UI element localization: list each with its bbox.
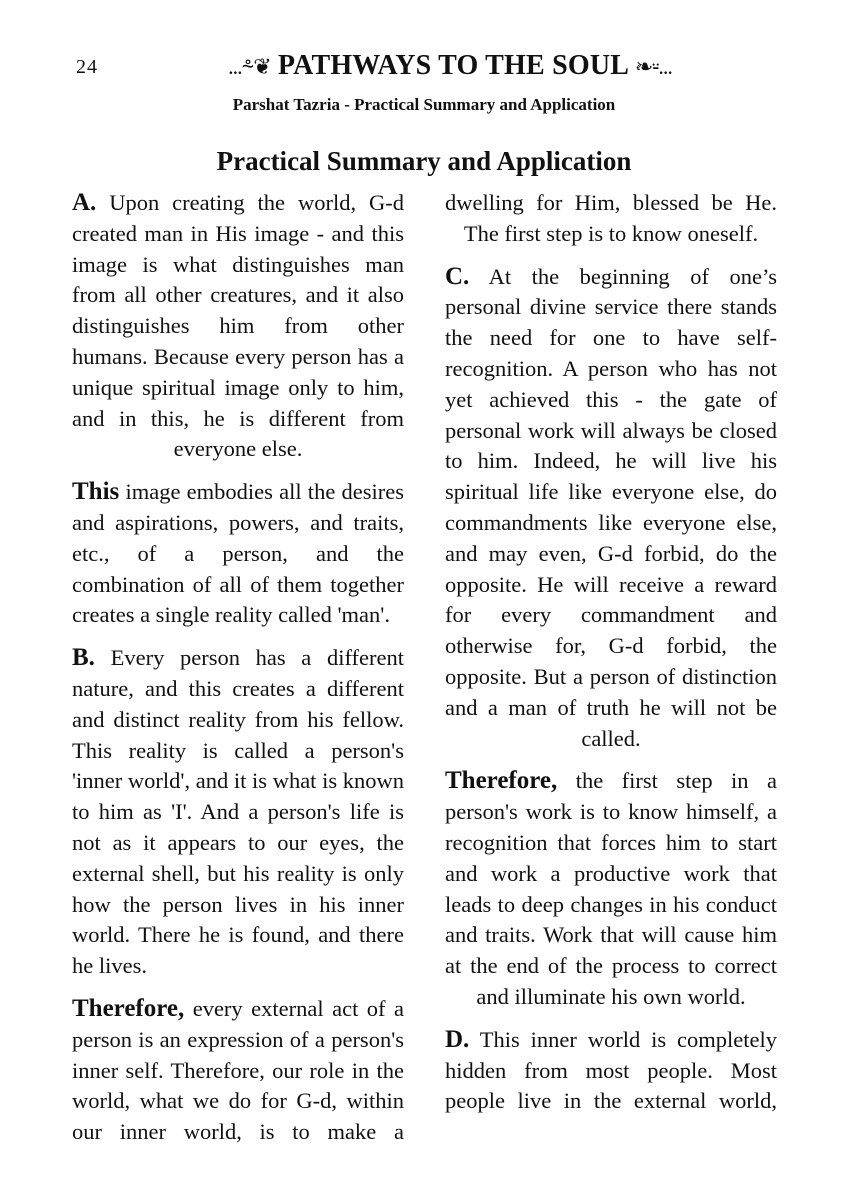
paragraph	[445, 1025, 777, 1117]
chapter-subtitle: Parshat Tazria - Practical Summary and Application	[232, 95, 616, 114]
paragraph-lead: Therefore,	[72, 994, 185, 1022]
paragraph	[72, 188, 404, 465]
ornament-right-icon: ❧⸚...	[634, 54, 672, 79]
paragraph-text: Upon creating the world, G-d created man in His image - and this image is what distinguishes man from all other creatures, and it also distinguishes him from other humans. Because every person has a unique spiritual image only to him, and in this, he is different from everyone else.	[72, 190, 404, 462]
paragraph	[445, 188, 777, 250]
paragraph-text: image embodies all the desires and aspirations, powers, and traits, etc., of a person, and the combination of all of them together creates a single reality called 'man'.	[72, 479, 404, 628]
section-title: Practical Summary and Application	[216, 146, 632, 176]
running-title	[130, 50, 770, 82]
paragraph	[445, 766, 777, 1012]
paragraph-lead: C.	[445, 262, 470, 290]
page-number: 24	[76, 56, 98, 78]
paragraph-lead: Therefore,	[445, 767, 558, 795]
paragraph	[445, 262, 777, 755]
paragraph-text: This inner world is completely hidden from most people. Most people live in the external world,	[445, 1026, 777, 1114]
paragraph-lead: B.	[72, 644, 95, 672]
paragraph	[72, 994, 404, 1148]
paragraph-lead: D.	[445, 1025, 470, 1053]
right-column	[445, 188, 777, 1129]
paragraph-text: dwelling for Him, blessed be He. The first step is to know oneself.	[445, 190, 777, 246]
page-header	[72, 50, 772, 90]
left-column	[72, 188, 404, 1160]
paragraph-lead: This	[72, 478, 120, 506]
paragraph-text: At the beginning of one’s personal divine service there stands the need for one to have self-recognition. A person who has not yet achieved this - the gate of personal work will always be closed to him. Indeed, he will live his spiritual life like everyone else, do commandments like everyone else, and may even, G-d forbid, do the opposite. He will receive a reward for every commandment and otherwise for, G-d forbid, the opposite. But a person of distinction and a man of truth he will not be called.	[445, 263, 777, 751]
paragraph-lead: A.	[72, 189, 97, 216]
paragraph-text: every external act of a person is an expression of a person's inner self. Therefore, our role in the world, what we do for G-d, within our inner world, is to make a	[72, 995, 404, 1145]
ornament-left-icon: ...⸛❦	[228, 54, 271, 79]
paragraph-text: Every person has a different nature, and this creates a different and distinct reality from his fellow. This reality is called a person's 'inner world', and it is what is known to him as 'I'. And a person's life is not as it appears to our eyes, the external shell, but his reality is only how the person lives in his inner world. There he is found, and there he lives.	[72, 645, 404, 979]
paragraph-text: the first step in a person's work is to know himself, a recognition that forces him to start and work a productive work that leads to deep changes in his conduct and traits. Work that will cause him at the end of the process to correct and illuminate his own world.	[445, 768, 777, 1009]
paragraph	[72, 643, 404, 982]
book-title: PATHWAYS TO THE SOUL	[277, 50, 628, 81]
paragraph	[72, 477, 404, 631]
